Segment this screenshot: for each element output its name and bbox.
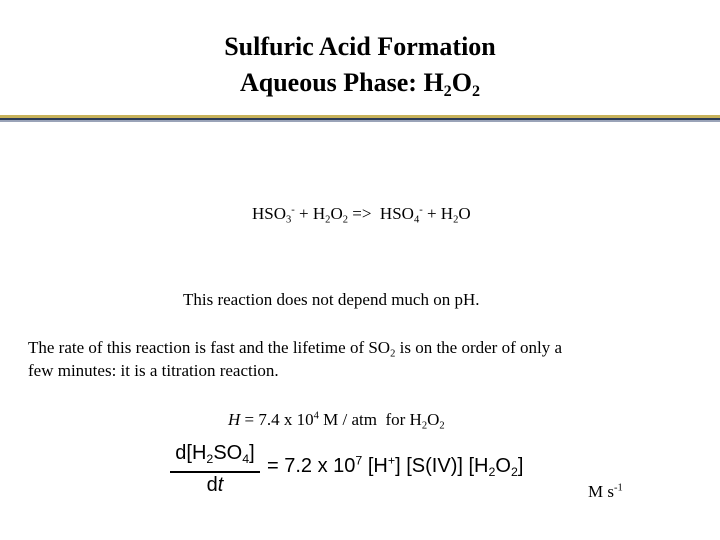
reactant: O xyxy=(330,204,343,223)
subscript: 2 xyxy=(471,83,481,101)
slide-subtitle xyxy=(0,67,720,99)
subscript: 3 xyxy=(286,214,292,226)
eq-text: t xyxy=(217,474,224,496)
slide-title xyxy=(0,31,720,63)
subtitle-text: O xyxy=(451,68,472,97)
henry-text: O xyxy=(427,410,440,429)
superscript: - xyxy=(419,204,423,216)
fraction-bar xyxy=(170,471,260,473)
superscript: -1 xyxy=(613,482,623,494)
subscript: 2 xyxy=(421,420,428,432)
subscript: 2 xyxy=(325,214,331,226)
eq-text: d[H xyxy=(175,442,207,464)
henry-text: M / atm for H xyxy=(318,410,422,429)
rate-text: The rate of this reaction is fast and the lifetime of SO xyxy=(28,338,391,357)
eq-text: = 7.2 x 10 xyxy=(267,455,356,477)
subscript: 2 xyxy=(488,464,496,479)
eq-text: ] xyxy=(249,442,255,464)
eq-text: ] xyxy=(517,455,524,477)
subscript: 2 xyxy=(342,214,348,226)
rate-numerator xyxy=(168,442,262,465)
title-divider-gray xyxy=(0,120,720,122)
reaction-equation xyxy=(252,203,471,225)
rate-text: is on the order of only a xyxy=(395,338,563,357)
product: HSO xyxy=(375,204,414,223)
rate-units xyxy=(588,481,623,503)
superscript: 7 xyxy=(355,453,363,468)
subscript: 4 xyxy=(242,451,250,466)
subscript: 4 xyxy=(413,214,420,226)
henry-constant xyxy=(228,409,445,431)
rate-description-line-2: few minutes: it is a titration reaction. xyxy=(28,361,279,380)
eq-text: SO xyxy=(213,442,243,464)
title-line-1: Sulfuric Acid Formation xyxy=(224,32,496,61)
superscript: + xyxy=(387,453,396,468)
henry-symbol: H xyxy=(228,410,241,429)
superscript: - xyxy=(291,204,295,216)
ph-note: This reaction does not depend much on pH. xyxy=(183,290,480,309)
rate-expression xyxy=(267,455,523,478)
eq-text: d xyxy=(206,474,218,496)
subtitle-text: Aqueous Phase: H xyxy=(239,68,444,97)
product: + H xyxy=(422,204,454,223)
subscript: 2 xyxy=(390,348,396,360)
reactant: + H xyxy=(294,204,326,223)
subscript: 2 xyxy=(443,83,452,101)
rate-denominator xyxy=(168,474,262,497)
units-text: M s xyxy=(588,482,614,501)
subscript: 2 xyxy=(453,214,459,226)
reaction-arrow: => xyxy=(347,204,376,223)
eq-text: [H xyxy=(362,455,388,477)
product: O xyxy=(458,204,471,223)
rate-description-line-1 xyxy=(28,337,562,359)
eq-text: ] [S(IV)] [H xyxy=(395,455,489,477)
subscript: 2 xyxy=(510,464,518,479)
subscript: 2 xyxy=(439,420,445,432)
subscript: 2 xyxy=(206,451,214,466)
superscript: 4 xyxy=(313,410,319,422)
eq-text: O xyxy=(495,455,511,477)
reactant: HSO xyxy=(252,204,287,223)
henry-text: = 7.4 x 10 xyxy=(240,410,314,429)
